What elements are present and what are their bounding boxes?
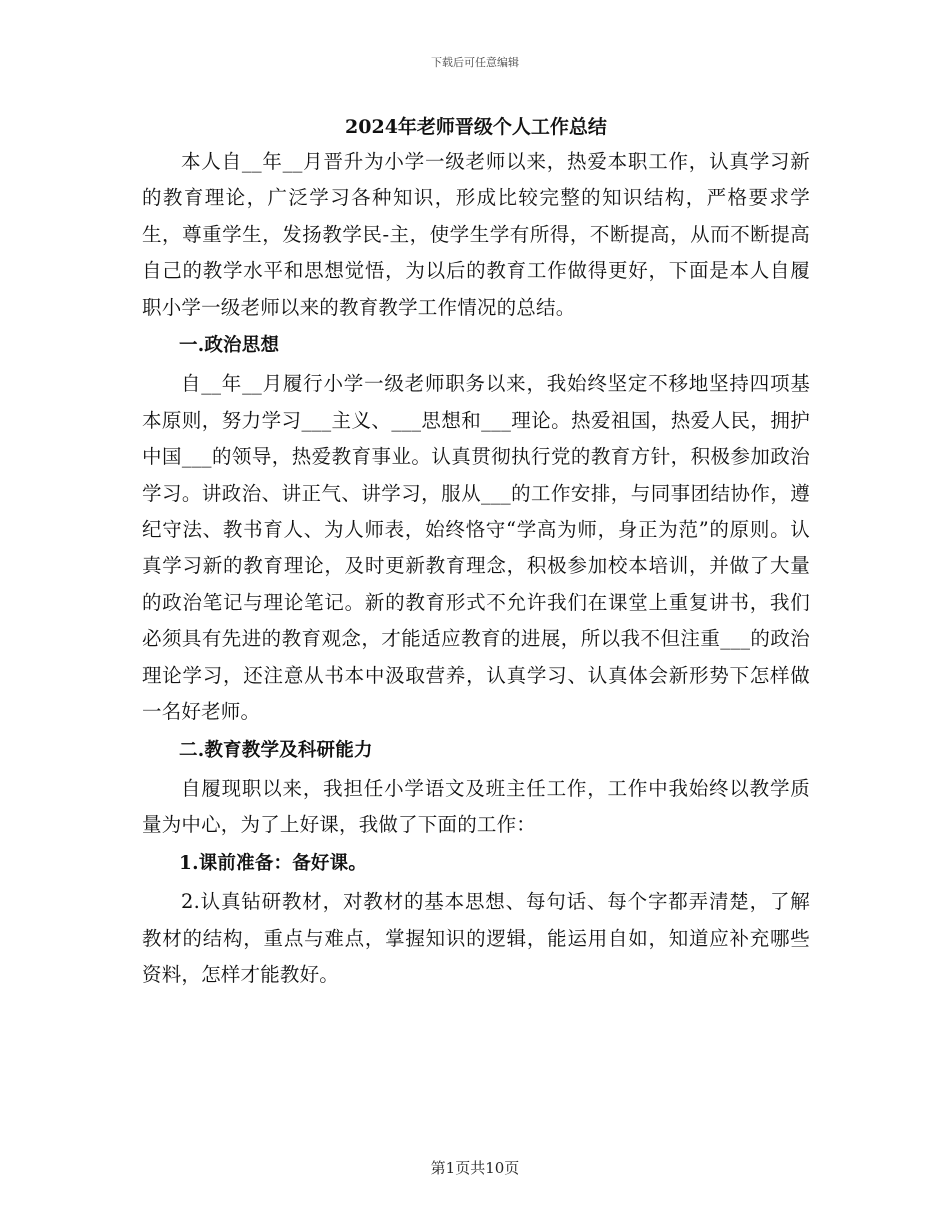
subheading-preparation: 1.课前准备：备好课。	[179, 852, 368, 874]
politics-paragraph: 自__年__月履行小学一级老师职务以来，我始终坚定不移地坚持四项基本原则，努力学习___主义、___思想和___理论。热爱祖国，热爱人民，拥护中国___的领导，热爱教育事业。认真贯彻执行党的教育方针，积极参加政治学习。讲政治、讲正气、讲学习，服从___的工作安排，与同事团结协作，遵纪守法、教书育人、为人师表，始终恪守“学高为师，身正为范”的原则。认真学习新的教育理论，及时更新教育理念，积极参加校本培训，并做了大量的政治笔记与理论笔记。新的教育形式不允许我们在课堂上重复讲书，我们必须具有先进的教育观念，才能适应教育的进展，所以我不但注重___的政治理论学习，还注意从书本中汲取营养，认真学习、认真体会新形势下怎样做一名好老师。	[142, 372, 810, 724]
teaching-paragraph: 自履现职以来，我担任小学语文及班主任工作，工作中我始终以教学质量为中心，为了上好课，我做了下面的工作：	[142, 776, 810, 837]
section-heading-teaching: 二.教育教学及科研能力	[179, 739, 373, 761]
header-note: 下载后可任意编辑	[431, 56, 519, 69]
intro-paragraph: 本人自__年__月晋升为小学一级老师以来，热爱本职工作，认真学习新的教育理论，广泛学习各种知识，形成比较完整的知识结构，严格要求学生，尊重学生，发扬教学民-主，使学生学有所得，不断提高，从而不断提高自己的教学水平和思想觉悟，为以后的教育工作做得更好，下面是本人自履职小学一级老师以来的教育教学工作情况的总结。	[142, 150, 810, 319]
page-number-footer: 第1页共10页	[430, 1159, 520, 1177]
section-heading-politics: 一.政治思想	[179, 335, 280, 357]
document-title: 2024年老师晋级个人工作总结	[345, 116, 607, 138]
document-body	[142, 112, 810, 993]
study-materials-paragraph: 2.认真钻研教材，对教材的基本思想、每句话、每个字都弄清楚，了解教材的结构，重点与难点，掌握知识的逻辑，能运用自如，知道应补充哪些资料，怎样才能教好。	[142, 890, 810, 986]
